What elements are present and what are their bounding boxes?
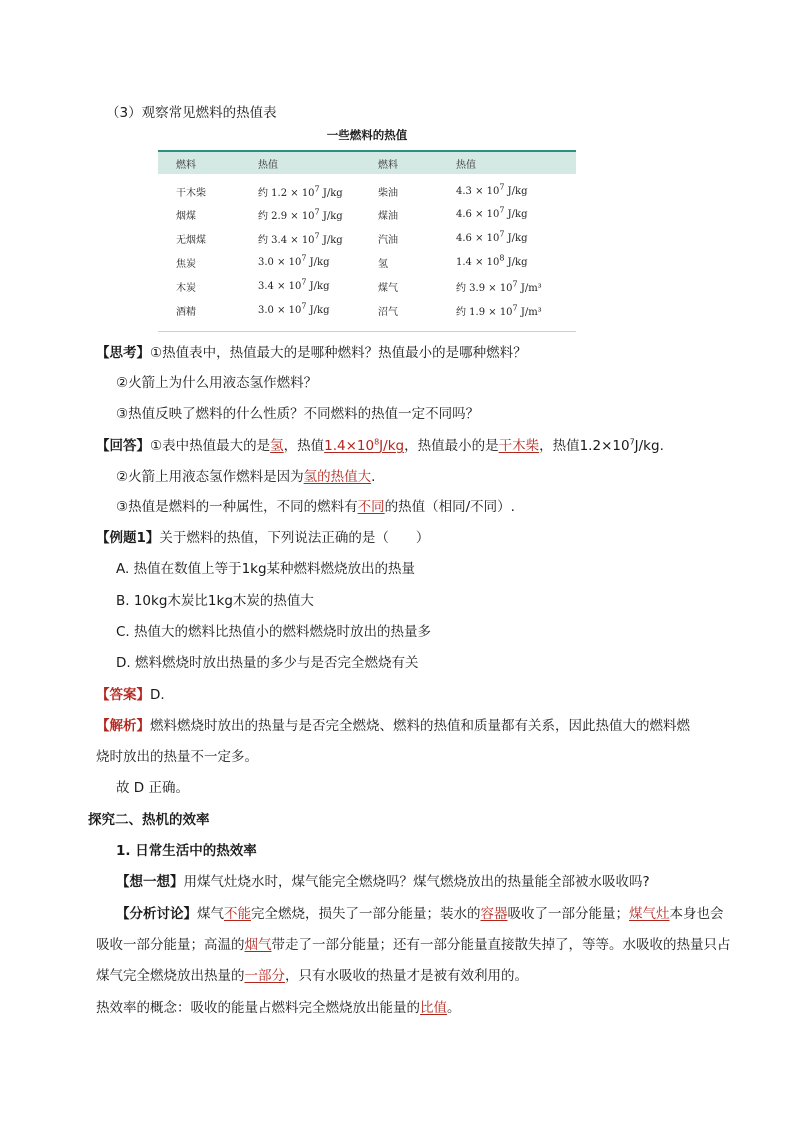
discussion-line-1: 【分析讨论】煤气不能完全燃烧，损失了一部分能量；装水的容器吸收了一部分能量；煤气灶本身也会 [116, 906, 724, 922]
section-heading: 探究二、热机的效率 [88, 812, 210, 828]
fill-blank: 不同 [357, 499, 385, 515]
table-row [158, 274, 576, 298]
efficiency-definition: 热效率的概念：吸收的能量占燃料完全燃烧放出能量的比值。 [96, 1000, 461, 1016]
fuel-name: 柴油 [378, 187, 398, 199]
fuel-name: 烟煤 [176, 210, 196, 222]
example-answer: 【答案】D. [96, 687, 165, 703]
heat-value: $1.4 \times 10^8$ J/kg [456, 253, 528, 268]
table-bottom-rule [158, 331, 576, 332]
option-d: D. 燃料燃烧时放出热量的多少与是否完全燃烧有关 [116, 655, 419, 671]
answer-1: 【回答】①表中热值最大的是氢，热值$1.4\times 10^8J/kg$，热值最小的是干木柴，热值$1.2\times 10^7J/kg$. [96, 437, 664, 454]
heat-value: 约 $1.9 \times 10^7$ J/m³ [456, 303, 542, 318]
heat-value: $3.4 \times 10^7$ J/kg [258, 277, 330, 292]
fuel-heat-value-table [158, 150, 576, 322]
fuel-name: 木炭 [176, 282, 196, 294]
fuel-name: 沼气 [378, 306, 398, 318]
think-prompt: 【想一想】用煤气灶烧水时，煤气能完全燃烧吗？煤气燃烧放出的热量能全部被水吸收吗? [116, 874, 650, 890]
heat-value: $3.0 \times 10^7$ J/kg [258, 301, 330, 316]
table-row [158, 202, 576, 226]
answer-2: ②火箭上用液态氢作燃料是因为氢的热值大. [116, 469, 376, 485]
conclusion: 故 D 正确。 [116, 780, 189, 796]
table-header-cell: 热值 [258, 159, 278, 171]
table-row [158, 174, 576, 202]
fill-blank: 氢的热值大 [303, 469, 372, 485]
fuel-name: 氢 [378, 258, 388, 270]
fill-blank: 烟气 [244, 937, 272, 953]
think-q2: ②火箭上为什么用液态氢作燃料？ [116, 375, 318, 391]
fill-blank: 煤气灶 [629, 906, 670, 922]
fuel-name: 酒精 [176, 306, 196, 318]
analysis-line-1: 【解析】燃料燃烧时放出的热量与是否完全燃烧、燃料的热值和质量都有关系，因此热值大的燃料燃 [96, 718, 690, 734]
discussion-line-2: 吸收一部分能量；高温的烟气带走了一部分能量；还有一部分能量直接散失掉了，等等。水吸收的热量只占 [96, 937, 731, 953]
fill-blank: $1.4\times 10^8J/kg$ [324, 437, 405, 454]
fill-blank: 氢 [270, 438, 284, 454]
think-q1: 【思考】①热值表中，热值最大的是哪种燃料？热值最小的是哪种燃料？ [96, 345, 527, 361]
option-b: B. 10kg木炭比1kg木炭的热值大 [116, 593, 314, 609]
fill-blank: 容器 [480, 906, 508, 922]
fill-blank: 干木柴 [498, 438, 540, 454]
table-row [158, 226, 576, 250]
answer-3: ③热值是燃料的一种属性，不同的燃料有不同的热值（相同/不同）. [116, 499, 515, 515]
heat-value: 约 $3.4 \times 10^7$ J/kg [258, 231, 343, 246]
analysis-line-2: 烧时放出的热量不一定多。 [96, 749, 258, 765]
fuel-name: 焦炭 [176, 258, 196, 270]
heat-value: $4.3 \times 10^7$ J/kg [456, 182, 528, 197]
section-title: （3）观察常见燃料的热值表 [106, 105, 277, 121]
heat-value: 约 $3.9 \times 10^7$ J/m³ [456, 279, 542, 294]
option-a: A. 热值在数值上等于1kg某种燃料燃烧放出的热量 [116, 561, 416, 577]
table-header-cell: 燃料 [378, 159, 398, 171]
table-header-cell: 热值 [456, 159, 476, 171]
think-q3: ③热值反映了燃料的什么性质？不同燃料的热值一定不同吗？ [116, 406, 480, 422]
example-1-stem: 【例题1】关于燃料的热值，下列说法正确的是（ ） [96, 530, 430, 546]
fuel-name: 煤气 [378, 282, 398, 294]
fuel-name: 煤油 [378, 210, 398, 222]
table-header-row [158, 151, 576, 174]
subsection-heading: 1. 日常生活中的热效率 [116, 843, 257, 859]
heat-value: 约 $1.2 \times 10^7$ J/kg [258, 184, 343, 199]
fuel-name: 汽油 [378, 234, 398, 246]
fill-blank: 比值 [420, 1000, 447, 1016]
fuel-name: 无烟煤 [176, 234, 206, 246]
heat-value: $4.6 \times 10^7$ J/kg [456, 205, 528, 220]
fill-blank: 不能 [224, 906, 251, 922]
heat-value: $4.6 \times 10^7$ J/kg [456, 229, 528, 244]
heat-value: 约 $2.9 \times 10^7$ J/kg [258, 207, 343, 222]
option-c: C. 热值大的燃料比热值小的燃料燃烧时放出的热量多 [116, 624, 432, 640]
discussion-line-3: 煤气完全燃烧放出热量的一部分，只有水吸收的热量才是被有效利用的。 [96, 968, 528, 984]
table-header-cell: 燃料 [176, 159, 196, 171]
table-row [158, 298, 576, 322]
table-row [158, 250, 576, 274]
table-title: 一些燃料的热值 [326, 128, 408, 142]
heat-value: $3.0 \times 10^7$ J/kg [258, 253, 330, 268]
fuel-name: 干木柴 [176, 187, 206, 199]
fill-blank: 一部分 [244, 968, 285, 984]
